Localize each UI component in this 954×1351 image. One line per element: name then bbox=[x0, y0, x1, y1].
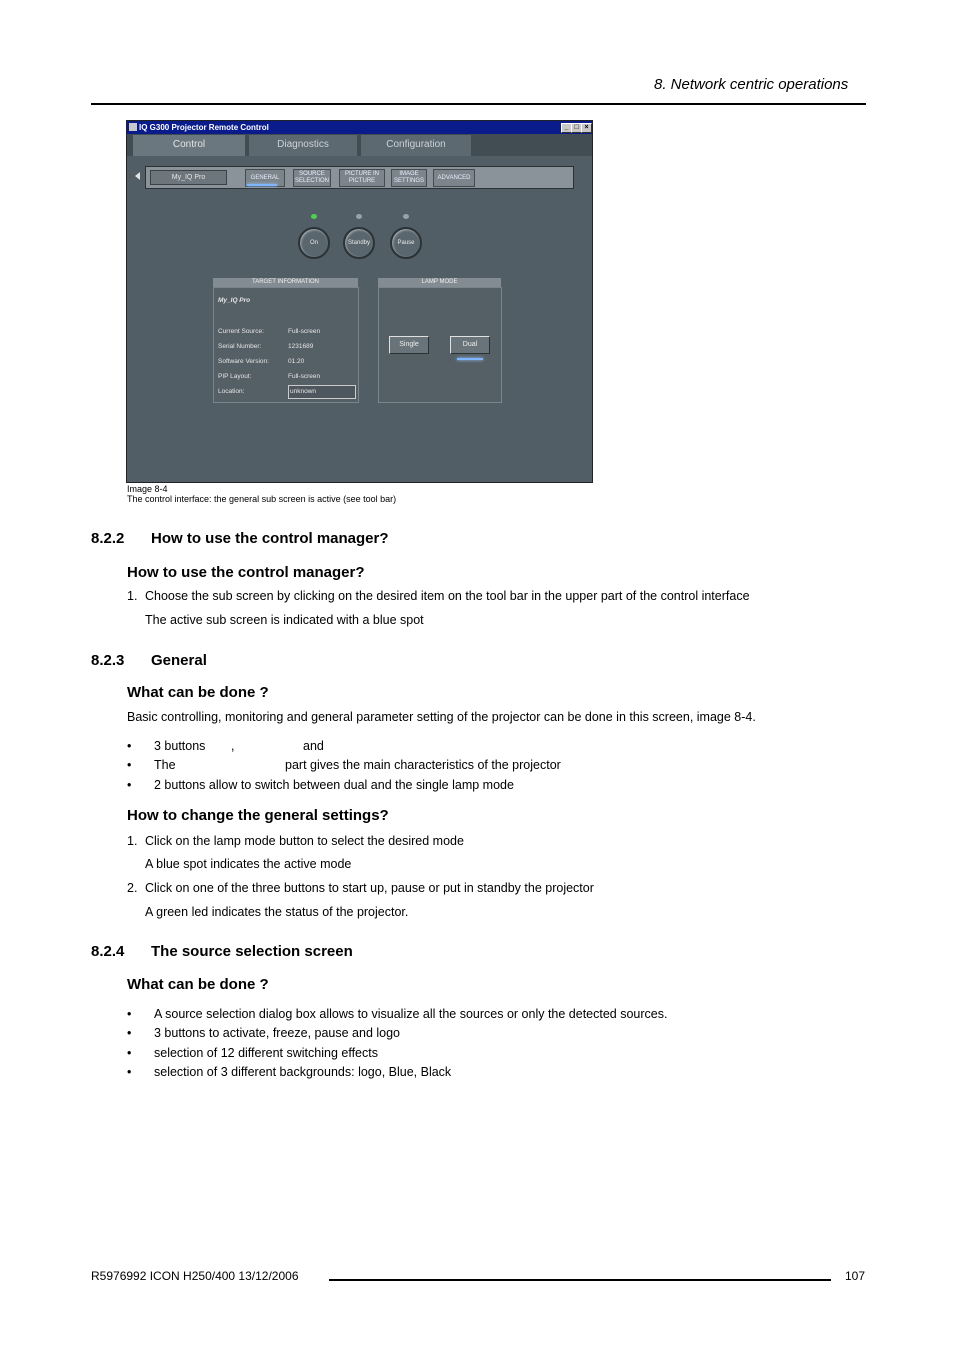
bullet-icon: • bbox=[127, 1065, 132, 1079]
single-lamp-button[interactable]: Single bbox=[389, 336, 429, 354]
lamp-mode-header: LAMP MODE bbox=[378, 278, 501, 287]
step-note: A blue spot indicates the active mode bbox=[145, 857, 352, 871]
pause-led-icon bbox=[403, 214, 409, 219]
bullet-text: 3 buttons to activate, freeze, pause and logo bbox=[154, 1026, 401, 1040]
subheading: What can be done ? bbox=[127, 976, 269, 993]
window-title: IQ G300 Projector Remote Control bbox=[139, 123, 269, 132]
step-number: 1. bbox=[127, 589, 138, 603]
standby-led-icon bbox=[356, 214, 362, 219]
serial-number-label: Serial Number: bbox=[218, 343, 262, 350]
section-number: 8.2.2 bbox=[91, 530, 125, 547]
step-text: Click on one of the three buttons to start up, pause or put in standby the projector bbox=[145, 881, 594, 895]
bullet-text: The bbox=[154, 758, 176, 772]
tab-configuration[interactable]: Configuration bbox=[361, 135, 471, 156]
section-number: 8.2.4 bbox=[91, 943, 125, 960]
pip-layout-label: PIP Layout: bbox=[218, 373, 252, 380]
bullet-text: 3 buttons bbox=[154, 739, 206, 753]
step-number: 2. bbox=[127, 881, 138, 895]
toolbar-source-selection[interactable]: SOURCE SELECTION bbox=[293, 169, 331, 187]
bullet-icon: • bbox=[127, 1007, 132, 1021]
footer-doc-info: R5976992 ICON H250/400 13/12/2006 bbox=[91, 1269, 299, 1283]
bullet-text: selection of 12 different switching effects bbox=[154, 1046, 378, 1060]
toolbar-image-settings[interactable]: IMAGE SETTINGS bbox=[391, 169, 427, 187]
bullet-text: A source selection dialog box allows to visualize all the sources or only the detected sources. bbox=[154, 1007, 668, 1021]
step-text: Choose the sub screen by clicking on the desired item on the tool bar in the upper part of the control interface bbox=[145, 589, 750, 603]
target-selector[interactable]: My_IQ Pro bbox=[150, 170, 227, 185]
bullet-text: selection of 3 different backgrounds: logo, Blue, Black bbox=[154, 1065, 452, 1079]
figure-label: Image 8-4 bbox=[127, 484, 168, 494]
step-number: 1. bbox=[127, 834, 138, 848]
active-subscreen-blue-spot bbox=[247, 184, 277, 186]
subheading: How to change the general settings? bbox=[127, 807, 389, 824]
close-button[interactable]: × bbox=[581, 123, 592, 133]
pause-button[interactable]: Pause bbox=[390, 227, 422, 259]
app-icon bbox=[129, 123, 137, 131]
figure-caption: The control interface: the general sub screen is active (see tool bar) bbox=[127, 494, 397, 504]
location-input[interactable]: unknown bbox=[288, 385, 356, 399]
toolbar-advanced[interactable]: ADVANCED bbox=[433, 169, 475, 187]
active-lamp-blue-spot bbox=[457, 358, 483, 360]
page-number: 107 bbox=[845, 1269, 866, 1283]
bullet-icon: • bbox=[127, 739, 132, 753]
paragraph: Basic controlling, monitoring and general parameter setting of the projector can be done in this screen, image 8-4. bbox=[127, 710, 756, 724]
minimize-button[interactable]: _ bbox=[561, 123, 572, 133]
bullet-icon: • bbox=[127, 758, 132, 772]
step-note: A green led indicates the status of the projector. bbox=[145, 905, 409, 919]
pip-layout-value: Full-screen bbox=[288, 373, 321, 380]
toolbar-general[interactable]: GENERAL bbox=[245, 169, 285, 187]
target-name: My_IQ Pro bbox=[218, 297, 251, 304]
section-number: 8.2.3 bbox=[91, 652, 125, 669]
standby-button[interactable]: Standby bbox=[343, 227, 375, 259]
tab-control[interactable]: Control bbox=[133, 135, 245, 156]
bullet-icon: • bbox=[127, 1046, 132, 1060]
footer-rule bbox=[329, 1279, 831, 1281]
maximize-button[interactable]: □ bbox=[571, 123, 582, 133]
bullet-text: , bbox=[231, 739, 235, 753]
toolbar bbox=[145, 166, 574, 189]
tab-strip bbox=[127, 134, 592, 156]
window-titlebar bbox=[127, 121, 592, 134]
on-button[interactable]: On bbox=[298, 227, 330, 259]
serial-number-value: 1231689 bbox=[288, 343, 314, 350]
dual-lamp-button[interactable]: Dual bbox=[450, 336, 490, 354]
software-version-value: 01.20 bbox=[288, 358, 305, 365]
target-information-panel bbox=[213, 287, 359, 403]
location-label: Location: bbox=[218, 388, 245, 395]
section-title: General bbox=[151, 652, 207, 669]
on-led-icon bbox=[311, 214, 317, 219]
control-interface-screenshot bbox=[126, 120, 593, 483]
bullet-icon: • bbox=[127, 1026, 132, 1040]
software-version-label: Software Version: bbox=[218, 358, 269, 365]
bullet-text: 2 buttons allow to switch between dual and the single lamp mode bbox=[154, 778, 514, 792]
lamp-mode-panel bbox=[378, 287, 502, 403]
current-source-label: Current Source: bbox=[218, 328, 264, 335]
subheading: How to use the control manager? bbox=[127, 564, 365, 581]
target-information-header: TARGET INFORMATION bbox=[213, 278, 358, 287]
bullet-text: and bbox=[303, 739, 324, 753]
header-rule bbox=[91, 103, 866, 105]
step-note: The active sub screen is indicated with a blue spot bbox=[145, 613, 424, 627]
step-text: Click on the lamp mode button to select the desired mode bbox=[145, 834, 464, 848]
bullet-text: part gives the main characteristics of the projector bbox=[285, 758, 561, 772]
subheading: What can be done ? bbox=[127, 684, 269, 701]
current-source-value: Full-screen bbox=[288, 328, 321, 335]
bullet-icon: • bbox=[127, 778, 132, 792]
toolbar-picture-in-picture[interactable]: PICTURE IN PICTURE bbox=[339, 169, 385, 187]
tab-diagnostics[interactable]: Diagnostics bbox=[249, 135, 357, 156]
section-title: How to use the control manager? bbox=[151, 530, 389, 547]
running-header: 8. Network centric operations bbox=[654, 76, 849, 93]
section-title: The source selection screen bbox=[151, 943, 353, 960]
toolbar-left-arrow-icon[interactable] bbox=[135, 172, 140, 180]
